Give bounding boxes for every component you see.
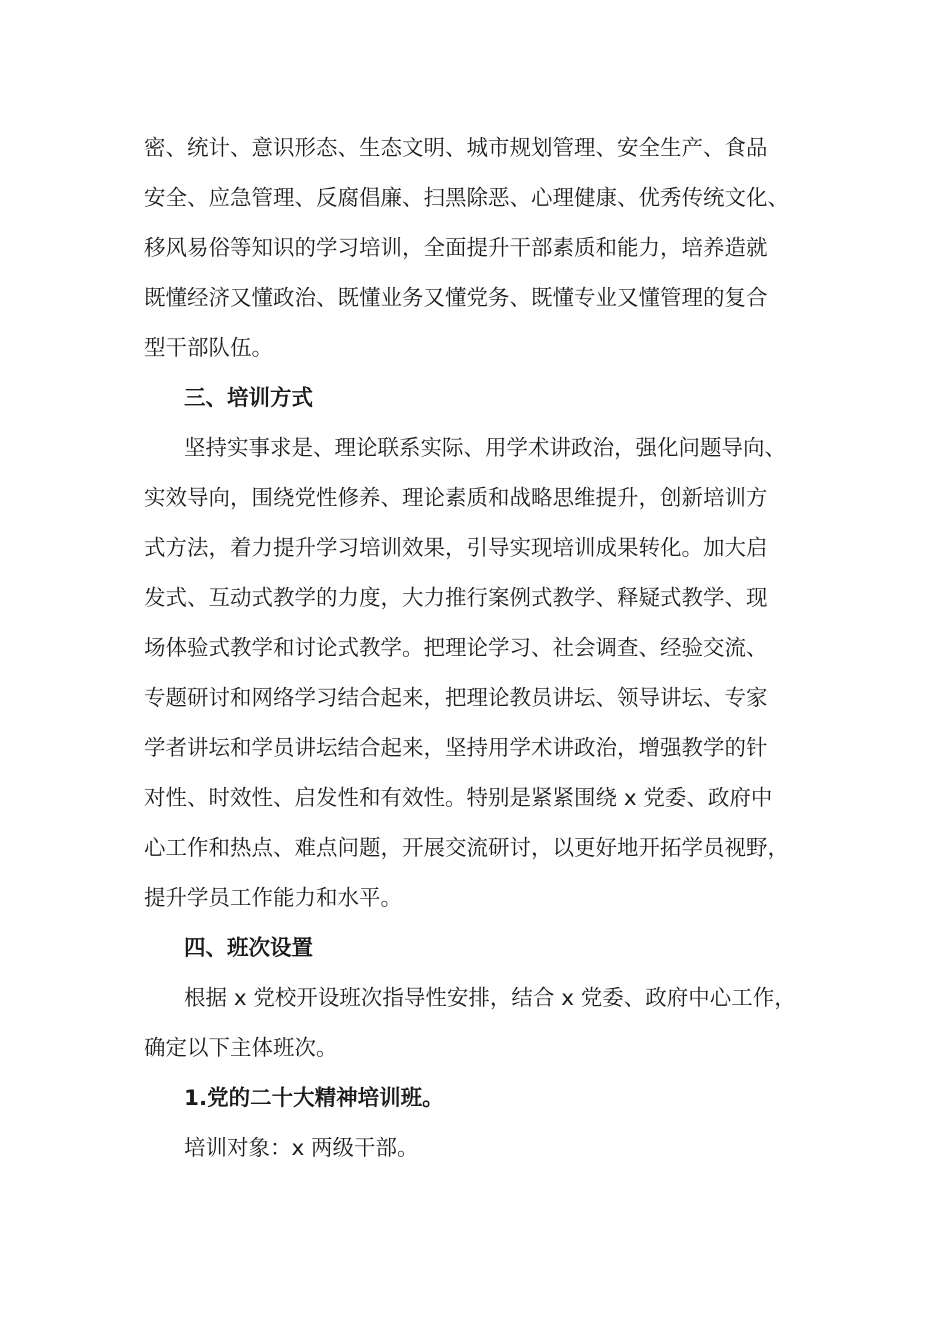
document-page: [144, 124, 810, 1174]
body-text-line: 移风易俗等知识的学习培训，全面提升干部素质和能力，培养造就: [144, 236, 768, 261]
body-text-line: 既懂经济又懂政治、既懂业务又懂党务、既懂专业又懂管理的复合: [144, 286, 768, 311]
body-text-line: 型干部队伍。: [144, 336, 274, 361]
body-text-line: 式方法，着力提升学习培训效果，引导实现培训成果转化。加大启: [144, 536, 768, 561]
body-text-line: 场体验式教学和讨论式教学。把理论学习、社会调查、经验交流、: [144, 636, 768, 661]
body-text-line: 提升学员工作能力和水平。: [144, 886, 403, 911]
body-text-line: 发式、互动式教学的力度，大力推行案例式教学、释疑式教学、现: [144, 586, 768, 611]
body-text-line: 根据 x 党校开设班次指导性安排，结合 x 党委、政府中心工作，: [184, 986, 796, 1011]
body-text-line: 坚持实事求是、理论联系实际、用学术讲政治，强化问题导向、: [184, 436, 787, 461]
body-text-line: 培训对象：x 两级干部。: [184, 1136, 419, 1161]
body-text-line: 专题研讨和网络学习结合起来，把理论教员讲坛、领导讲坛、专家: [144, 686, 768, 711]
body-text-line: 密、统计、意识形态、生态文明、城市规划管理、安全生产、食品: [144, 136, 768, 161]
body-text-line: 实效导向，围绕党性修养、理论素质和战略思维提升，创新培训方: [144, 486, 768, 511]
body-text-line: 学者讲坛和学员讲坛结合起来，坚持用学术讲政治，增强教学的针: [144, 736, 768, 761]
section-heading-class-setup: 四、班次设置: [184, 936, 314, 961]
section-heading-training-method: 三、培训方式: [184, 386, 314, 411]
body-text-line: 确定以下主体班次。: [144, 1036, 338, 1061]
body-text-line: 安全、应急管理、反腐倡廉、扫黑除恶、心理健康、优秀传统文化、: [144, 186, 790, 211]
body-text-line: 心工作和热点、难点问题，开展交流研讨，以更好地开拓学员视野，: [144, 836, 790, 861]
subheading-class-1: 1.党的二十大精神培训班。: [184, 1086, 444, 1111]
body-text-line: 对性、时效性、启发性和有效性。特别是紧紧围绕 x 党委、政府中: [144, 786, 773, 811]
